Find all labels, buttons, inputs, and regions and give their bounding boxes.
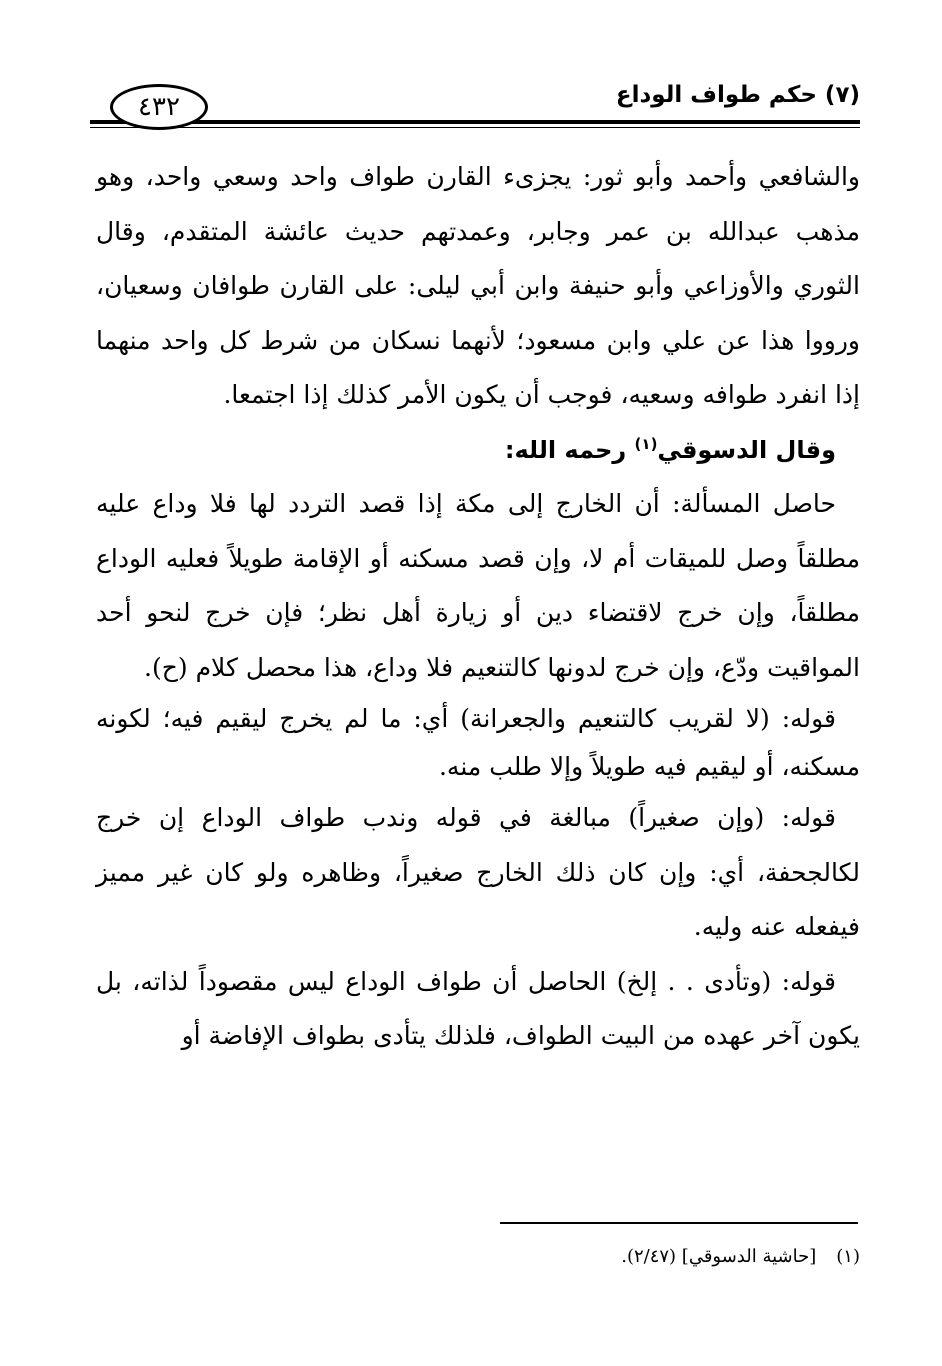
footnote-number: (١) [836,1246,860,1267]
page-number: ٤٣٢ [110,84,208,130]
footnote [621,1246,860,1267]
header-rule [90,120,860,124]
page-header [90,82,860,134]
footnote-text: [حاشية الدسوقي] (٢/٤٧). [621,1246,817,1267]
paragraph: قوله: (وتأدى . . إلخ) الحاصل أن طواف الوداع ليس مقصوداً لذاته، بل يكون آخر عهده من البيت الطواف، فلذلك يتأدى بطواف الإفاضة أو [96,966,860,1050]
paragraph: حاصل المسألة: أن الخارج إلى مكة إذا قصد التردد لها فلا وداع عليه مطلقاً وصل للميقات أم لا، وإن قصد مسكنه أو الإقامة طويلاً فعليه الوداع مطلقاً، وإن خرج لاقتضاء دين أو زيارة أهل نظر؛ فإن خرج لنحو أحد المواقيت ودّع، وإن خرج لدونها كالتنعيم فلا وداع، هذا محصل كلام (ح). [96,489,860,682]
header-rule-thin [90,127,860,128]
running-title: (٧) حكم طواف الوداع [615,82,860,108]
section-heading [96,423,860,478]
paragraph: قوله: (لا لقريب كالتنعيم والجعرانة) أي: ما لم يخرج ليقيم فيه؛ لكونه مسكنه، أو ليقيم فيه طويلاً وإلا طلب منه. [96,704,860,781]
paragraph: قوله: (وإن صغيراً) مبالغة في قوله وندب طواف الوداع إن خرج لكالجحفة، أي: وإن كان ذلك الخارج صغيراً، وظاهره ولو كان غير مميز فيفعله عنه وليه. [96,803,860,941]
footnote-separator [500,1222,858,1224]
heading-text-tail: رحمه الله: [504,435,635,464]
body-text [96,150,860,1064]
heading-text: وقال الدسوقي [657,435,836,464]
paragraph: والشافعي وأحمد وأبو ثور: يجزىء القارن طواف واحد وسعي واحد، وهو مذهب عبدالله بن عمر وجابر، وعمدتهم حديث عائشة المتقدم، وقال الثوري والأوزاعي وأبو حنيفة وابن أبي ليلى: على القارن طوافان وسعيان، ورووا هذا عن علي وابن مسعود؛ لأنهما نسكان من شرط كل واحد منهما إذا انفرد طوافه وسعيه، فوجب أن يكون الأمر كذلك إذا اجتمعا. [96,162,860,409]
footnote-reference: (١) [634,434,658,453]
